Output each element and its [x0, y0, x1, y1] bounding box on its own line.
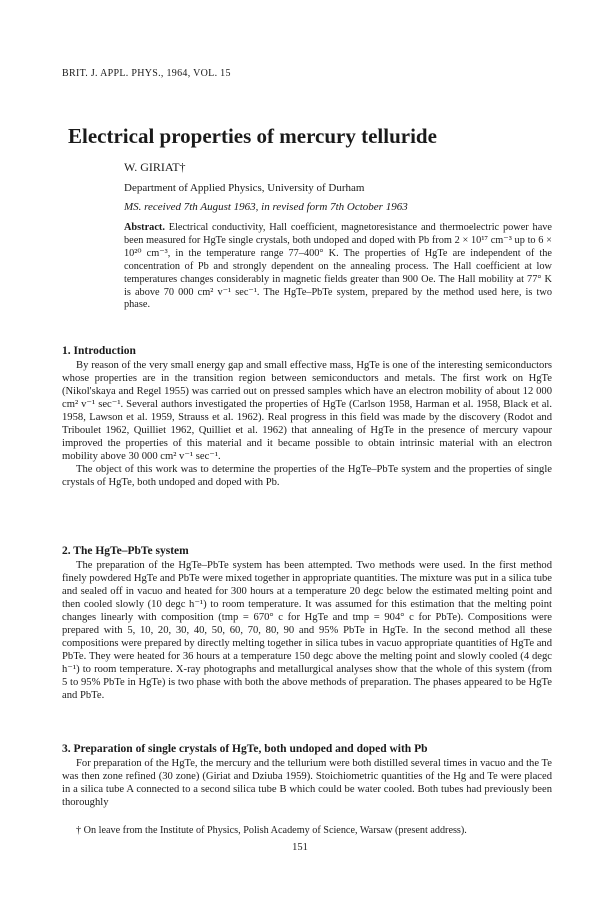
paragraph: By reason of the very small energy gap and small effective mass, HgTe is one of the interesting semiconductors whose properties are in the transition region between semiconductors and metals. The first work on HgTe (Nikol'skaya and Regel 1955) was carried out on pressed samples which have an electron mobility of about 12 000 cm² v⁻¹ sec⁻¹. Several authors investigated the properties of HgTe (Carlson 1958, Harman et al. 1958, Black et al. 1958, Lawson et al. 1959, Strauss et al. 1962). Real progress in this field was made by the discovery (Rodot and Triboulet 1962, Quilliet 1962, Quilliet et al. 1962) that annealing of HgTe in the presence of mercury vapour improved the properties of this material and it became possible to obtain intrinsic material with an electron mobility above 30 000 cm² v⁻¹ sec⁻¹.	[62, 360, 552, 462]
page-number: 151	[292, 842, 308, 853]
abstract-label: Abstract.	[124, 222, 165, 233]
abstract-text: Electrical conductivity, Hall coefficient, magnetoresistance and thermoelectric power have been measured for HgTe single crystals, both undoped and doped with Pb from 2 × 10¹⁷ cm⁻³ up to 6 × 10²⁰ cm⁻³, in the temperature range 77–400° K. The properties of HgTe are independent of the concentration of Pb and strongly dependent on the annealing process. The Hall coefficient at low temperatures changes considerably in magnetic fields greater than 900 Oe. The Hall mobility at 77° K is above 70 000 cm² v⁻¹ sec⁻¹. The HgTe–PbTe system, prepared by the method used here, is two phase.	[124, 222, 552, 311]
section-heading: 1. Introduction	[62, 345, 136, 357]
section-introduction	[62, 345, 552, 489]
paragraph: The preparation of the HgTe–PbTe system has been attempted. Two methods were used. In the first method finely powdered HgTe and PbTe were mixed together in appropriate quantities. The mixture was put in a silica tube and sealed off in vacuo and heated for 300 hours at a temperature 20 degc below the estimated melting point and then cooled slowly (10 degc h⁻¹) to room temperature. It was assumed for this estimation that the melting point changes linearly with composition (tmp = 670° c for HgTe and tmp = 904° c for PbTe). Compositions were prepared with 5, 10, 20, 30, 40, 50, 60, 70, 80, 90 and 95% PbTe in HgTe. In the second method all these compositions were prepared by directly melting together in silica tubes in vacuo appropriate quantities of HgTe and PbTe. They were heated for 36 hours at a temperature 150 degc above the melting point and slowly cooled (4 degc h⁻¹) to room temperature. X-ray photographs and metallurgical analyses show that the whole of this system (from 5 to 95% PbTe in HgTe) is two phase with both the above methods of preparation. The phases appeared to be HgTe and PbTe.	[62, 560, 552, 701]
section-heading: 2. The HgTe–PbTe system	[62, 545, 189, 557]
section-hgte-pbte-system	[62, 545, 552, 702]
footnote: † On leave from the Institute of Physics, Polish Academy of Science, Warsaw (present address).	[76, 825, 467, 836]
author-affiliation: Department of Applied Physics, University of Durham	[124, 182, 365, 194]
abstract	[124, 222, 552, 312]
paragraph: The object of this work was to determine the properties of the HgTe–PbTe system and the properties of single crystals of HgTe, both undoped and doped with Pb.	[62, 464, 552, 488]
author-name: W. GIRIAT†	[124, 160, 186, 174]
journal-citation: BRIT. J. APPL. PHYS., 1964, VOL. 15	[62, 68, 231, 79]
paragraph: For preparation of the HgTe, the mercury and the tellurium were both distilled several times in vacuo and the Te was then zone refined (30 zone) (Giriat and Dziuba 1959). Stoichiometric quantities of the Hg and Te were placed in a silica tube A connected to a second silica tube B which could be water cooled. Both tubes had previously been thoroughly	[62, 758, 552, 808]
section-heading: 3. Preparation of single crystals of HgTe, both undoped and doped with Pb	[62, 743, 428, 755]
section-single-crystals	[62, 743, 552, 809]
article-title: Electrical properties of mercury telluride	[68, 124, 437, 148]
received-date: MS. received 7th August 1963, in revised form 7th October 1963	[124, 201, 408, 213]
